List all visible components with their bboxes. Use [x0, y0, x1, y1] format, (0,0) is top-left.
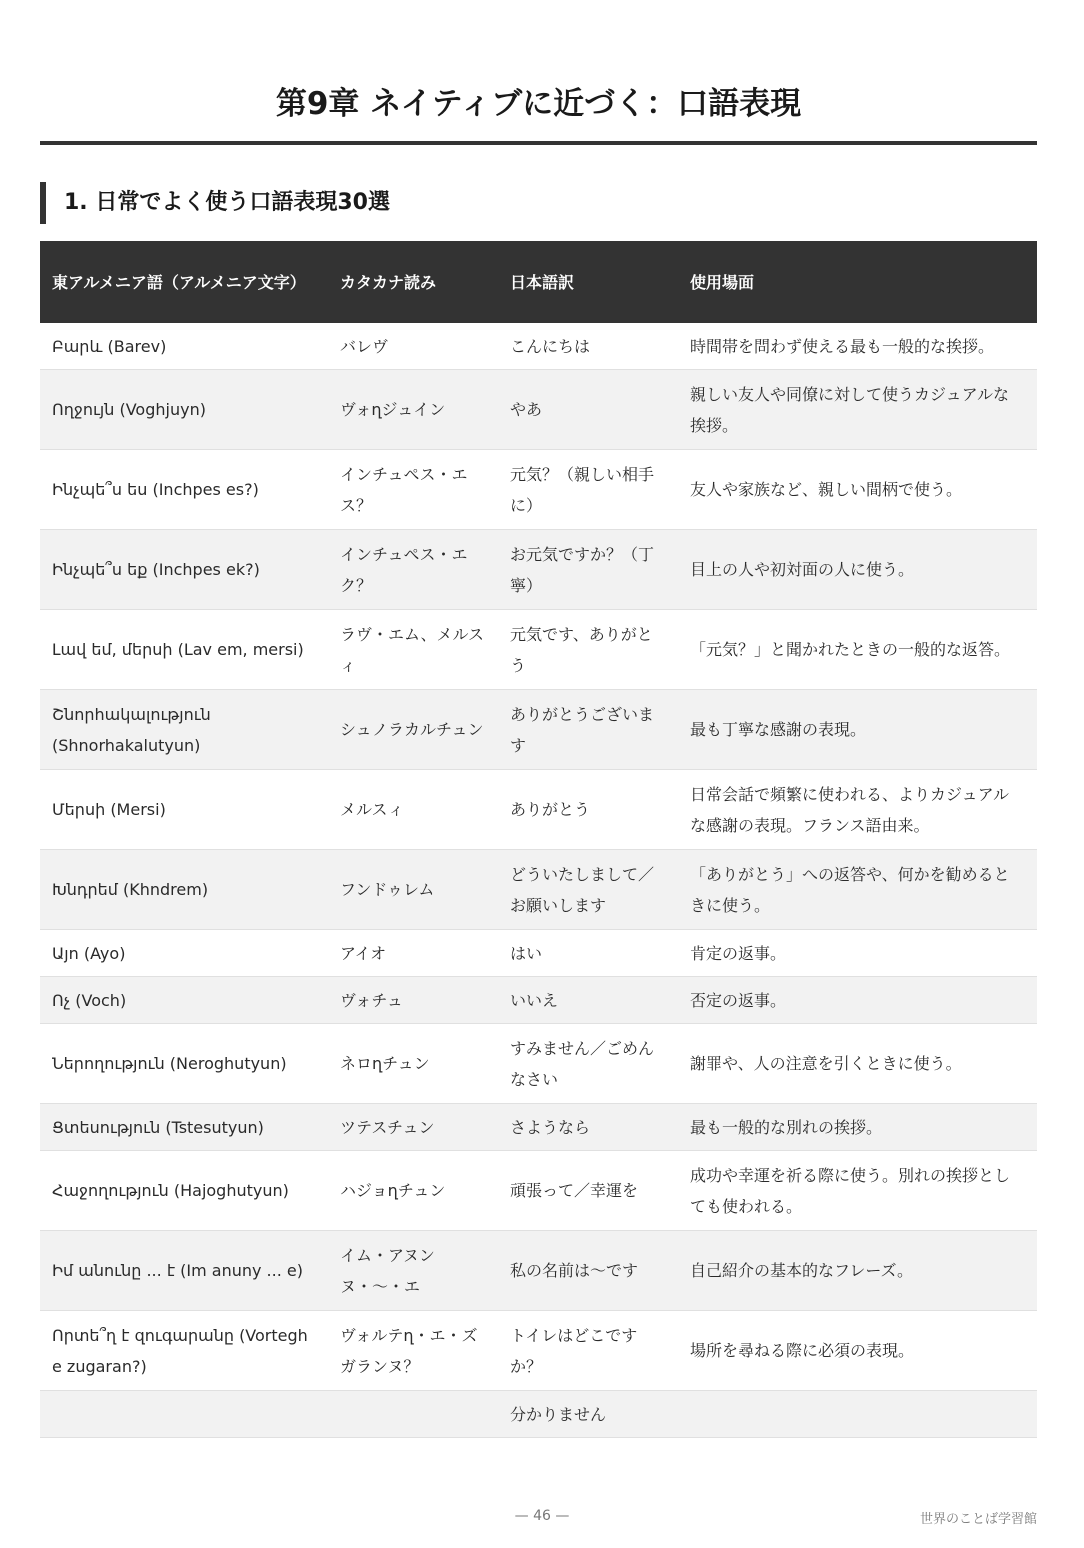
cell-armenian: Լավ եմ, մերսի (Lav em, mersi) — [40, 610, 328, 690]
table-row — [40, 323, 1037, 370]
cell-japanese: すみません／ごめんなさい — [498, 1024, 678, 1104]
cell-armenian: Որտե՞ղ է զուգարանը (Vortegh e zugaran?) — [40, 1311, 328, 1391]
cell-armenian: Իմ անունը ... է (Im anuny ... e) — [40, 1231, 328, 1311]
cell-usage: 自己紹介の基本的なフレーズ。 — [678, 1231, 1037, 1311]
cell-usage: 目上の人や初対面の人に使う。 — [678, 530, 1037, 610]
cell-usage — [678, 1391, 1037, 1438]
cell-japanese: 私の名前は〜です — [498, 1231, 678, 1311]
table-row — [40, 450, 1037, 530]
cell-katakana: イム・アヌンヌ・〜・エ — [328, 1231, 498, 1311]
cell-armenian: Այո (Ayo) — [40, 930, 328, 977]
cell-japanese: いいえ — [498, 977, 678, 1024]
table-row — [40, 1231, 1037, 1311]
cell-katakana: ラヴ・エム、メルスィ — [328, 610, 498, 690]
table-row — [40, 850, 1037, 930]
cell-japanese: ありがとう — [498, 770, 678, 850]
table-row — [40, 610, 1037, 690]
cell-armenian: Հաջողություն (Hajoghutyun) — [40, 1151, 328, 1231]
table-row — [40, 1151, 1037, 1231]
cell-armenian: Շնորհակալություն (Shnorhakalutyun) — [40, 690, 328, 770]
cell-katakana: ハジョղチュン — [328, 1151, 498, 1231]
cell-armenian: Ողջույն (Voghjuyn) — [40, 370, 328, 450]
table-header-row — [40, 241, 1037, 323]
header-usage: 使用場面 — [678, 241, 1037, 323]
cell-katakana: アイオ — [328, 930, 498, 977]
cell-katakana: フンドゥレム — [328, 850, 498, 930]
table-row — [40, 370, 1037, 450]
phrases-table — [40, 241, 1037, 1438]
table-row — [40, 1024, 1037, 1104]
table-row — [40, 1391, 1037, 1438]
cell-japanese: トイレはどこですか？ — [498, 1311, 678, 1391]
cell-japanese: さようなら — [498, 1104, 678, 1151]
cell-katakana: シュノラカルチュン — [328, 690, 498, 770]
footer-brand: 世界のことば学習館 — [919, 1512, 1037, 1527]
table-row — [40, 690, 1037, 770]
header-japanese: 日本語訳 — [498, 241, 678, 323]
cell-usage: 場所を尋ねる際に必須の表現。 — [678, 1311, 1037, 1391]
page-title: 第9章 ネイティブに近づく：口語表現 — [275, 86, 802, 122]
cell-usage: 否定の返事。 — [678, 977, 1037, 1024]
cell-katakana: メルスィ — [328, 770, 498, 850]
cell-armenian: Խնդրեմ (Khndrem) — [40, 850, 328, 930]
cell-usage: 成功や幸運を祈る際に使う。別れの挨拶としても使われる。 — [678, 1151, 1037, 1231]
cell-armenian: Բարև (Barev) — [40, 323, 328, 370]
cell-usage: 肯定の返事。 — [678, 930, 1037, 977]
header-armenian: 東アルメニア語（アルメニア文字） — [40, 241, 328, 323]
cell-usage: 最も丁寧な感謝の表現。 — [678, 690, 1037, 770]
cell-katakana: ヴォղジュイン — [328, 370, 498, 450]
cell-armenian: Ոչ (Voch) — [40, 977, 328, 1024]
cell-armenian: Ինչպե՞ս ես (Inchpes es?) — [40, 450, 328, 530]
cell-japanese: やあ — [498, 370, 678, 450]
table-row — [40, 1104, 1037, 1151]
cell-katakana: バレヴ — [328, 323, 498, 370]
cell-usage: 「元気？」と聞かれたときの一般的な返答。 — [678, 610, 1037, 690]
table-row — [40, 977, 1037, 1024]
cell-japanese: 分かりません — [498, 1391, 678, 1438]
cell-katakana — [328, 1391, 498, 1438]
cell-armenian: Ինչպե՞ս եք (Inchpes ek?) — [40, 530, 328, 610]
cell-japanese: 頑張って／幸運を — [498, 1151, 678, 1231]
cell-armenian: Մերսի (Mersi) — [40, 770, 328, 850]
cell-japanese: どういたしまして／お願いします — [498, 850, 678, 930]
cell-japanese: 元気です、ありがとう — [498, 610, 678, 690]
title-divider — [40, 141, 1037, 145]
cell-usage: 最も一般的な別れの挨拶。 — [678, 1104, 1037, 1151]
table-row — [40, 770, 1037, 850]
cell-katakana: ヴォルテղ・エ・ズガランヌ？ — [328, 1311, 498, 1391]
cell-katakana: ヴォチュ — [328, 977, 498, 1024]
cell-armenian — [40, 1391, 328, 1438]
cell-katakana: ネロղチュン — [328, 1024, 498, 1104]
cell-usage: 時間帯を問わず使える最も一般的な挨拶。 — [678, 323, 1037, 370]
cell-japanese: はい — [498, 930, 678, 977]
cell-katakana: インチュペス・エス？ — [328, 450, 498, 530]
page-number: — 46 — — [514, 1508, 570, 1524]
cell-japanese: お元気ですか？（丁寧） — [498, 530, 678, 610]
section-heading: 1. 日常でよく使う口語表現30選 — [40, 182, 390, 224]
cell-japanese: 元気？（親しい相手に） — [498, 450, 678, 530]
table-row — [40, 1311, 1037, 1391]
cell-japanese: ありがとうございます — [498, 690, 678, 770]
cell-usage: 友人や家族など、親しい間柄で使う。 — [678, 450, 1037, 530]
cell-usage: 親しい友人や同僚に対して使うカジュアルな挨拶。 — [678, 370, 1037, 450]
header-katakana: カタカナ読み — [328, 241, 498, 323]
cell-armenian: Ներողություն (Neroghutyun) — [40, 1024, 328, 1104]
table-row — [40, 930, 1037, 977]
cell-usage: 謝罪や、人の注意を引くときに使う。 — [678, 1024, 1037, 1104]
cell-katakana: ツテスチュン — [328, 1104, 498, 1151]
cell-usage: 「ありがとう」への返答や、何かを勧めるときに使う。 — [678, 850, 1037, 930]
table-row — [40, 530, 1037, 610]
cell-usage: 日常会話で頻繁に使われる、よりカジュアルな感謝の表現。フランス語由来。 — [678, 770, 1037, 850]
cell-armenian: Ցտեսություն (Tstesutyun) — [40, 1104, 328, 1151]
cell-japanese: こんにちは — [498, 323, 678, 370]
cell-katakana: インチュペス・エク？ — [328, 530, 498, 610]
